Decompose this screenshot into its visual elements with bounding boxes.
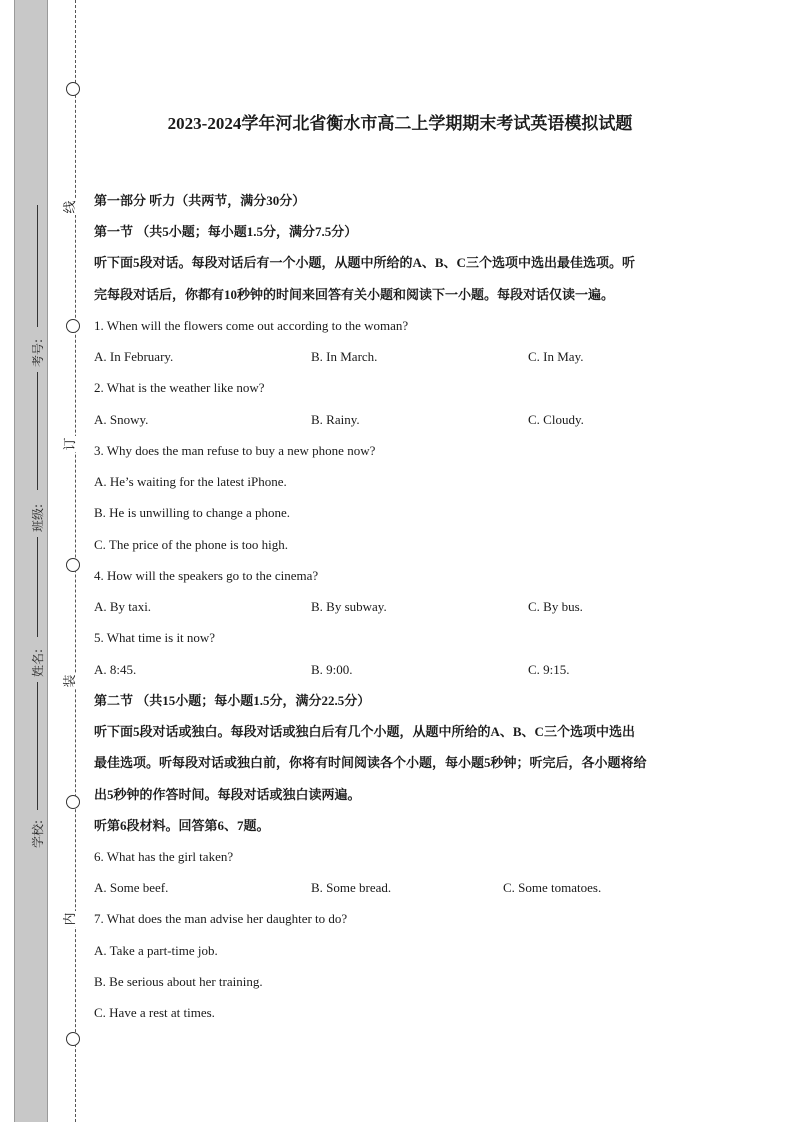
question-7: 7. What does the man advise her daughter to do? <box>94 911 348 926</box>
class-label: 班级: <box>31 503 45 533</box>
binding-char-pack: 装 <box>63 674 78 688</box>
exam-number-label: 考号: <box>31 338 45 368</box>
question-5: 5. What time is it now? <box>94 630 216 645</box>
section1-instruction: 完每段对话后，你都有10秒钟的时间来回答有关小题和阅读下一小题。每段对话仅读一遍。 <box>94 287 615 302</box>
binding-strip <box>14 0 48 1122</box>
class-line <box>37 372 38 490</box>
q5-option-b: B. 9:00. <box>311 662 353 677</box>
q1-option-b: B. In March. <box>311 349 378 364</box>
school-label: 学校: <box>31 819 45 849</box>
exam-number-line <box>37 205 38 327</box>
q4-option-b: B. By subway. <box>311 599 387 614</box>
q4-option-a: A. By taxi. <box>94 599 152 614</box>
section2-instruction: 听下面5段对话或独白。每段对话或独白后有几个小题，从题中所给的A、B、C三个选项中选出 <box>94 724 635 739</box>
q6-option-c: C. Some tomatoes. <box>503 880 602 895</box>
material-6-heading: 听第6段材料。回答第6、7题。 <box>94 818 270 833</box>
binding-hole <box>66 319 80 333</box>
q7-option-c: C. Have a rest at times. <box>94 1005 215 1020</box>
question-4: 4. How will the speakers go to the cinema? <box>94 568 319 583</box>
binding-char-bind: 订 <box>63 437 78 451</box>
q7-option-b: B. Be serious about her training. <box>94 974 263 989</box>
q2-option-c: C. Cloudy. <box>528 412 584 427</box>
q5-option-a: A. 8:45. <box>94 662 137 677</box>
binding-hole <box>66 1032 80 1046</box>
section2-heading: 第二节 （共15小题；每小题1.5分，满分22.5分） <box>94 693 371 708</box>
question-3: 3. Why does the man refuse to buy a new phone now? <box>94 443 376 458</box>
section1-instruction: 听下面5段对话。每段对话后有一个小题，从题中所给的A、B、C三个选项中选出最佳选项。听 <box>94 255 635 270</box>
question-6: 6. What has the girl taken? <box>94 849 234 864</box>
school-line <box>37 682 38 810</box>
q4-option-c: C. By bus. <box>528 599 583 614</box>
section2-instruction: 最佳选项。听每段对话或独白前，你将有时间阅读各个小题，每小题5秒钟；听完后，各小题将给 <box>94 755 647 770</box>
name-label: 姓名: <box>31 648 45 678</box>
page-title: 2023-2024学年河北省衡水市高二上学期期末考试英语模拟试题 <box>167 114 633 133</box>
q6-option-b: B. Some bread. <box>311 880 392 895</box>
q5-option-c: C. 9:15. <box>528 662 570 677</box>
q3-option-a: A. He’s waiting for the latest iPhone. <box>94 474 287 489</box>
binding-char-inner: 内 <box>63 912 78 926</box>
binding-hole <box>66 795 80 809</box>
binding-hole <box>66 82 80 96</box>
q1-option-c: C. In May. <box>528 349 584 364</box>
name-line <box>37 537 38 637</box>
question-1: 1. When will the flowers come out according to the woman? <box>94 318 409 333</box>
section1-heading: 第一节 （共5小题；每小题1.5分，满分7.5分） <box>94 224 358 239</box>
q6-option-a: A. Some beef. <box>94 880 169 895</box>
q7-option-a: A. Take a part-time job. <box>94 943 218 958</box>
question-2: 2. What is the weather like now? <box>94 380 265 395</box>
binding-hole <box>66 558 80 572</box>
binding-char-line: 线 <box>63 200 78 214</box>
q2-option-b: B. Rainy. <box>311 412 360 427</box>
q3-option-c: C. The price of the phone is too high. <box>94 537 289 552</box>
q1-option-a: A. In February. <box>94 349 174 364</box>
q3-option-b: B. He is unwilling to change a phone. <box>94 505 291 520</box>
q2-option-a: A. Snowy. <box>94 412 149 427</box>
section2-instruction: 出5秒钟的作答时间。每段对话或独白读两遍。 <box>94 787 361 802</box>
part1-heading: 第一部分 听力（共两节，满分30分） <box>94 193 306 208</box>
